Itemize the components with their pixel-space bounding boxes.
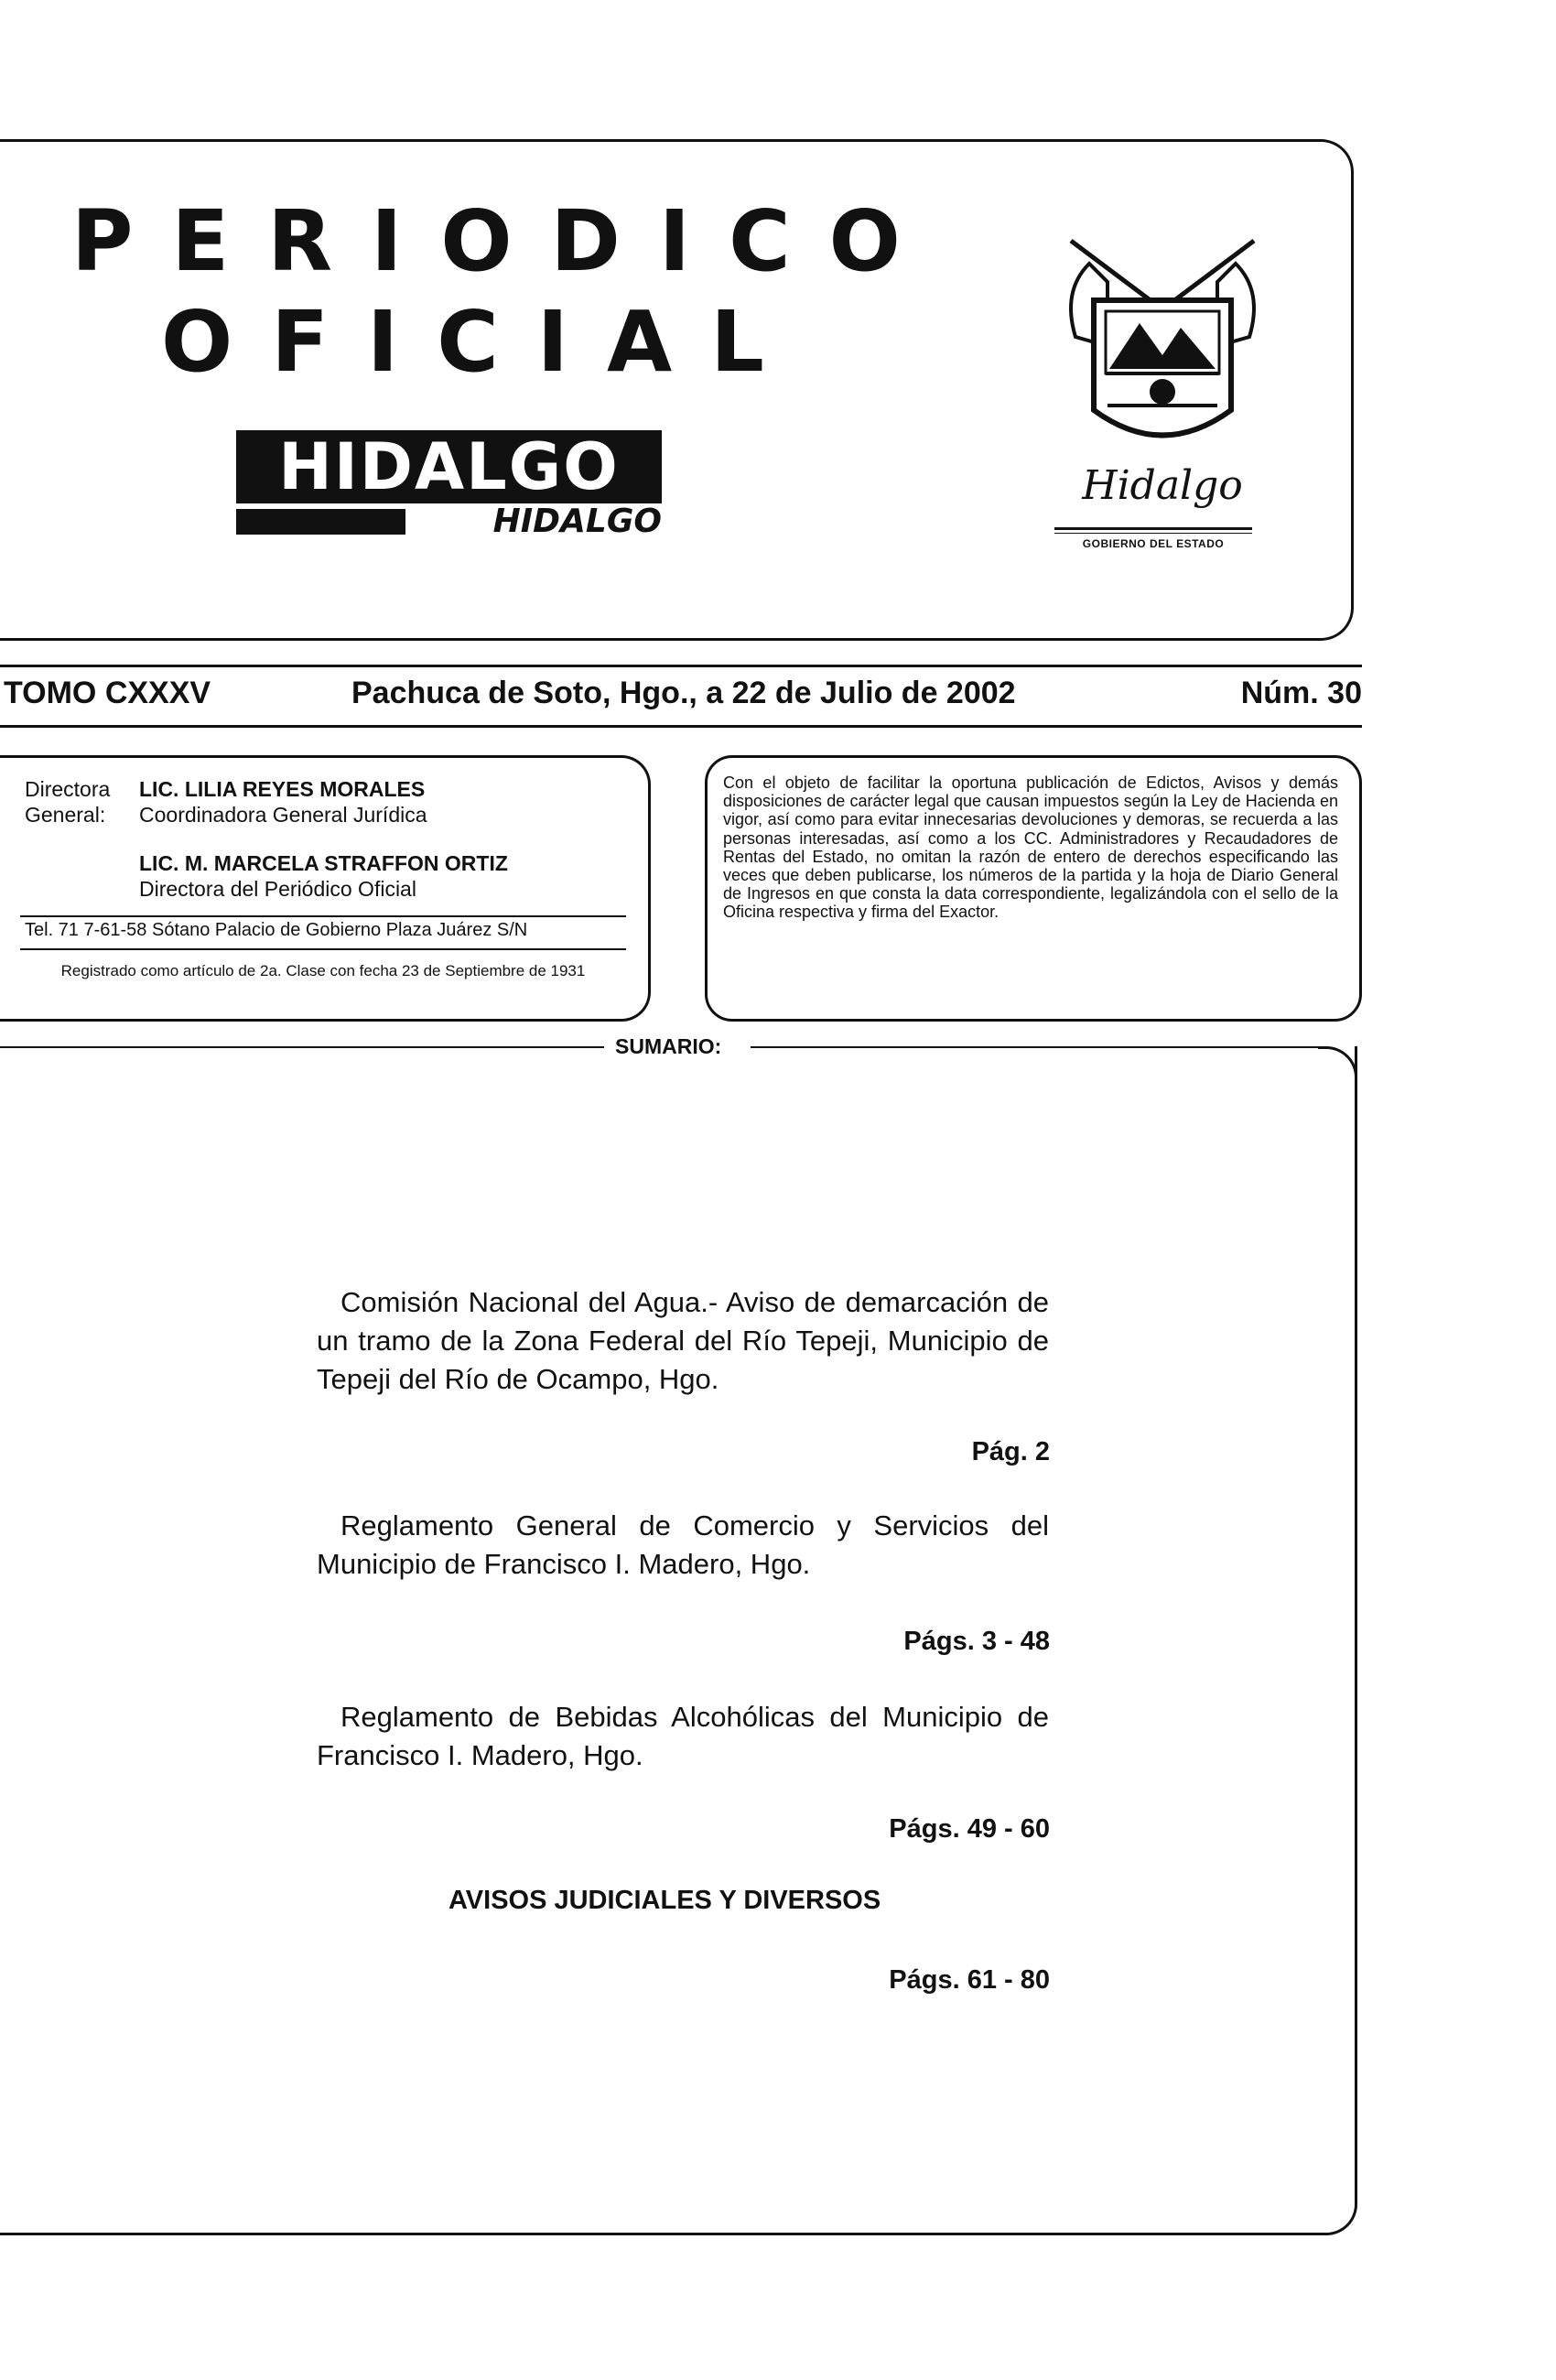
newspaper-title-line1: PERIODICO — [71, 192, 939, 290]
sumario-entry-text: Reglamento General de Comercio y Servicios del Municipio de Francisco I. Madero, Hgo. — [317, 1509, 1049, 1580]
editor-role: Directora del Periódico Oficial — [139, 877, 416, 901]
coat-divider-thin — [1054, 533, 1252, 534]
issue-volume: TOMO CXXXV — [4, 676, 211, 710]
director-role: Coordinadora General Jurídica — [139, 803, 427, 827]
sumario-entry-page: Págs. 3 - 48 — [903, 1627, 1050, 1656]
issue-place-date: Pachuca de Soto, Hgo., a 22 de Julio de 2002 — [351, 676, 1016, 710]
sumario-heading: SUMARIO: — [615, 1034, 722, 1058]
coat-of-arms-icon — [1053, 236, 1272, 465]
issue-rule-top — [0, 665, 1362, 667]
avisos-page: Págs. 61 - 80 — [889, 1965, 1050, 1995]
telephone-address: Tel. 71 7-61-58 Sótano Palacio de Gobierno Plaza Juárez S/N — [25, 920, 528, 940]
hidalgo-logo-bar — [236, 509, 405, 535]
coat-divider — [1054, 527, 1252, 530]
registration-note: Registrado como artículo de 2a. Clase con fecha 23 de Septiembre de 1931 — [60, 962, 586, 979]
sumario-entry — [317, 1698, 1049, 1775]
directory-divider — [20, 915, 626, 917]
hidalgo-script-word: Hidalgo — [1082, 462, 1243, 509]
notice-text: Con el objeto de facilitar la oportuna publicación de Edictos, Avisos y demás disposiciones de carácter legal que causan impuestos según la Ley de Hacienda en vigor, así como para evitar innecesarias devoluciones y demoras, se recuerda a las personas interesadas, así como a los CC. Administradores y Recaudadores de Rentas del Estado, no omitan la razón de entero de derechos especificando las veces que deben publicarse, los números de la partida y la hoja de Diario General de Ingresos en que consta la data correspondiente, legalizándola con el sello de la Oficina respectiva y firma del Exactor. — [723, 774, 1338, 922]
sumario-entry-page: Págs. 49 - 60 — [889, 1814, 1050, 1844]
gobierno-caption: GOBIERNO DEL ESTADO — [1082, 537, 1225, 550]
director-name: LIC. LILIA REYES MORALES — [139, 777, 426, 801]
sumario-entry — [317, 1283, 1049, 1399]
sumario-entry — [317, 1507, 1049, 1584]
editor-name: LIC. M. MARCELA STRAFFON ORTIZ — [139, 851, 508, 875]
directory-label: Directora — [25, 777, 111, 801]
sumario-entry-page: Pág. 2 — [971, 1437, 1050, 1466]
avisos-heading: AVISOS JUDICIALES Y DIVERSOS — [448, 1886, 881, 1915]
issue-number: Núm. 30 — [1240, 676, 1362, 710]
directory-label-2: General: — [25, 803, 106, 827]
newspaper-title-line2: OFICIAL — [161, 293, 803, 391]
hidalgo-logo — [236, 430, 662, 538]
directory-divider-2 — [20, 948, 626, 950]
hidalgo-logo-sub: HIDALGO — [492, 503, 662, 540]
issue-rule-bottom — [0, 725, 1362, 728]
sumario-entry-text: Reglamento de Bebidas Alcohólicas del Municipio de Francisco I. Madero, Hgo. — [317, 1701, 1049, 1771]
sumario-frame — [0, 1046, 1357, 2235]
sumario-entry-text: Comisión Nacional del Agua.- Aviso de demarcación de un tramo de la Zona Federal del Río Tepeji, Municipio de Tepeji del Río de Ocampo, Hgo. — [317, 1286, 1049, 1395]
hidalgo-logo-main: HIDALGO — [236, 430, 662, 503]
